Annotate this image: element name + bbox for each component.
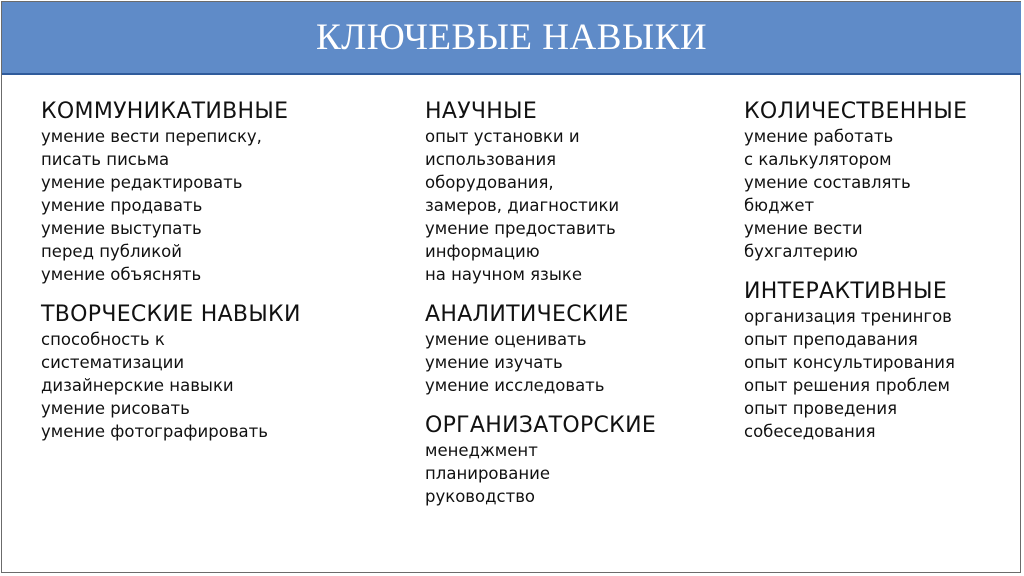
list-item: умение выступать (41, 219, 202, 238)
list-item: умение продавать (41, 196, 203, 215)
list-item: умение рисовать (41, 399, 190, 418)
list-item: опыт преподавания (744, 330, 918, 349)
section-heading: ТВОРЧЕСКИЕ НАВЫКИ (41, 302, 301, 327)
section-communicative (41, 98, 401, 286)
list-item: умение вести (744, 219, 863, 238)
section-heading: НАУЧНЫЕ (425, 99, 538, 124)
list-item: умение предоставить (425, 219, 616, 238)
list-item: замеров, диагностики (425, 196, 620, 215)
list-item: опыт проведения (744, 399, 897, 418)
section-scientific (425, 98, 725, 286)
list-item: менеджмент (425, 441, 538, 460)
section-interactive (744, 278, 1014, 443)
list-item: умение оценивать (425, 330, 587, 349)
section-heading: АНАЛИТИЧЕСКИЕ (425, 302, 629, 327)
list-item: бюджет (744, 196, 815, 215)
list-item: организация тренингов (744, 307, 952, 326)
list-item: способность к (41, 330, 165, 349)
list-item: информацию (425, 242, 540, 261)
list-item: умение изучать (425, 353, 563, 372)
list-item: умение фотографировать (41, 422, 269, 441)
list-item: систематизации (41, 353, 185, 372)
list-item: опыт решения проблем (744, 376, 951, 395)
list-item: использования (425, 150, 557, 169)
list-item: бухгалтерию (744, 242, 858, 261)
list-item: писать письма (41, 150, 170, 169)
list-item: планирование (425, 464, 551, 483)
title-bar (2, 2, 1021, 75)
list-item: умение исследовать (425, 376, 605, 395)
section-heading: ОРГАНИЗАТОРСКИЕ (425, 413, 657, 438)
list-item: собеседования (744, 422, 876, 441)
list-item: опыт установки и (425, 127, 580, 146)
section-heading: ИНТЕРАКТИВНЫЕ (744, 279, 948, 304)
column-2 (425, 98, 725, 523)
section-analytical (425, 301, 725, 397)
section-heading: КОЛИЧЕСТВЕННЫЕ (744, 99, 968, 124)
list-item: на научном языке (425, 265, 582, 284)
section-organizational (425, 412, 725, 508)
section-heading: КОММУНИКАТИВНЫЕ (41, 99, 289, 124)
list-item: перед публикой (41, 242, 182, 261)
section-quantitative (744, 98, 1014, 263)
section-creative (41, 301, 401, 443)
list-item: руководство (425, 487, 536, 506)
list-item: опыт консультирования (744, 353, 955, 372)
column-1 (41, 98, 401, 458)
list-item: умение работать (744, 127, 894, 146)
list-item: умение составлять (744, 173, 911, 192)
list-item: с калькулятором (744, 150, 892, 169)
slide-title: КЛЮЧЕВЫЕ НАВЫКИ (315, 17, 708, 58)
column-3 (744, 98, 1014, 458)
list-item: оборудования, (425, 173, 554, 192)
list-item: умение редактировать (41, 173, 243, 192)
list-item: умение вести переписку, (41, 127, 262, 146)
list-item: дизайнерские навыки (41, 376, 234, 395)
list-item: умение объяснять (41, 265, 202, 284)
